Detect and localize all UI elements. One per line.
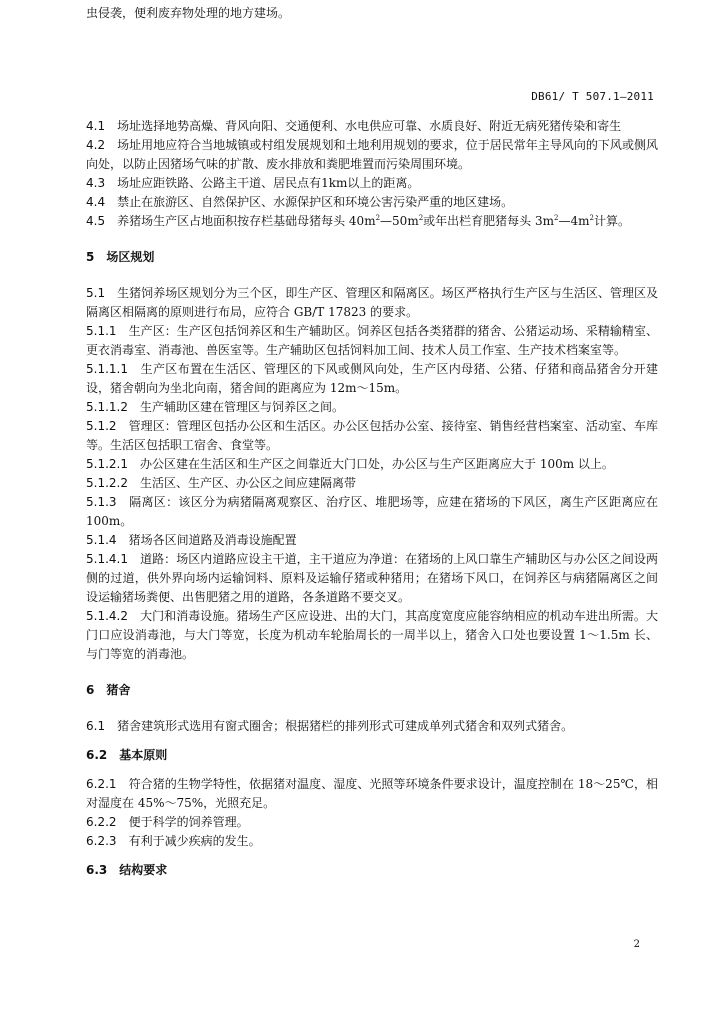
section-6-2-title: 6.2 基本原则	[86, 748, 168, 762]
clause-6-2-3: 6.2.3 有利于减少疾病的发生。	[86, 834, 261, 848]
clause-5-1-4-1: 5.1.4.1 道路：场区内道路应设主干道，主干道应为净道：在猪场的上风口靠生产辅助区与办公区之间设两侧的过道，供外界向场内运输饲料、原料及运输仔猪或种猪用；在猪场下风口，在饲养区与病猪隔离区之间设运输猪场粪便、出售肥猪之用的道路，各条道路不要交叉。	[86, 552, 658, 604]
clause-5-1: 5.1 生猪饲养场区规划分为三个区，即生产区、管理区和隔离区。场区严格执行生产区与生活区、管理区及隔离区相隔离的原则进行布局，应符合 GB/T 17823 的要求。	[86, 286, 658, 319]
clause-5-1-2-1: 5.1.2.1 办公区建在生活区和生产区之间靠近大门口处，办公区与生产区距离应大于 100m 以上。	[86, 457, 614, 471]
clause-5-1-2: 5.1.2 管理区：管理区包括办公区和生活区。办公区包括办公室、接待室、销售经营档案室、活动室、车库等。生活区包括职工宿舍、食堂等。	[86, 419, 658, 452]
clause-6-1: 6.1 猪舍建筑形式选用有窗式圈舍；根据猪栏的排列形式可建成单列式猪舍和双列式猪舍。	[86, 719, 574, 733]
clause-6-2-2: 6.2.2 便于科学的饲养管理。	[86, 815, 249, 829]
standard-code: DB61/ T 507.1—2011	[531, 90, 654, 103]
clause-5-1-4-2: 5.1.4.2 大门和消毒设施。猪场生产区应设进、出的大门，其高度宽度应能容纳相应的机动车进出所需。大门口应设消毒池，与大门等宽，长度为机动车轮胎周长的一周半以上，猪舍入口处也要设置 1～1.5m 长、与门等宽的消毒池。	[86, 609, 658, 661]
paragraph-continuation: 虫侵袭，便利废弃物处理的地方建场。	[86, 6, 291, 20]
clause-5-1-2-2: 5.1.2.2 生活区、生产区、办公区之间应建隔离带	[86, 476, 357, 490]
clause-4-1: 4.1 场址选择地势高燥、背风向阳、交通便利、水电供应可靠、水质良好、附近无病死猪传染和寄生	[86, 119, 622, 133]
clause-4-5: 4.5 养猪场生产区占地面积按存栏基础母猪每头 $40m^2—50m^2$或年出栏育肥猪每头 $3m^2—4m^2$计算。	[86, 214, 630, 228]
clause-5-1-1-1: 5.1.1.1 生产区布置在生活区、管理区的下风或侧风向处，生产区内母猪、公猪、仔猪和商品猪舍分开建设，猪舍朝向为坐北向南，猪舍间的距离应为 12m～15m。	[86, 362, 658, 395]
section-4	[86, 117, 658, 880]
clause-5-1-1-2: 5.1.1.2 生产辅助区建在管理区与饲养区之间。	[86, 400, 345, 414]
clause-5-1-4: 5.1.4 猪场各区间道路及消毒设施配置	[86, 533, 297, 547]
clause-4-4: 4.4 禁止在旅游区、自然保护区、水源保护区和环境公害污染严重的地区建场。	[86, 195, 514, 209]
clause-4-3: 4.3 场址应距铁路、公路主干道、居民点有1km以上的距离。	[86, 176, 420, 190]
section-5-title: 5 场区规划	[86, 250, 155, 264]
clause-5-1-3: 5.1.3 隔离区：该区分为病猪隔离观察区、治疗区、堆肥场等，应建在猪场的下风区，离生产区距离应在 100m。	[86, 495, 658, 528]
clause-5-1-1: 5.1.1 生产区：生产区包括饲养区和生产辅助区。饲养区包括各类猪群的猪舍、公猪运动场、采精输精室、更衣消毒室、消毒池、兽医室等。生产辅助区包括饲料加工间、技术人员工作室、生产技术档案室等。	[86, 324, 658, 357]
document-body	[86, 4, 658, 23]
section-6-title: 6 猪舍	[86, 683, 131, 697]
section-6-3-title: 6.3 结构要求	[86, 863, 168, 877]
page-number: 2	[633, 939, 640, 950]
clause-6-2-1: 6.2.1 符合猪的生物学特性，依据猪对温度、湿度、光照等环境条件要求设计，温度控制在 18～25℃，相对湿度在 45%～75%，光照充足。	[86, 777, 658, 810]
clause-4-2: 4.2 场址用地应符合当地城镇或村组发展规划和土地利用规划的要求，位于居民常年主导风向的下风或侧风向处，以防止因猪场气味的扩散、废水排放和粪肥堆置而污染周围环境。	[86, 138, 658, 171]
